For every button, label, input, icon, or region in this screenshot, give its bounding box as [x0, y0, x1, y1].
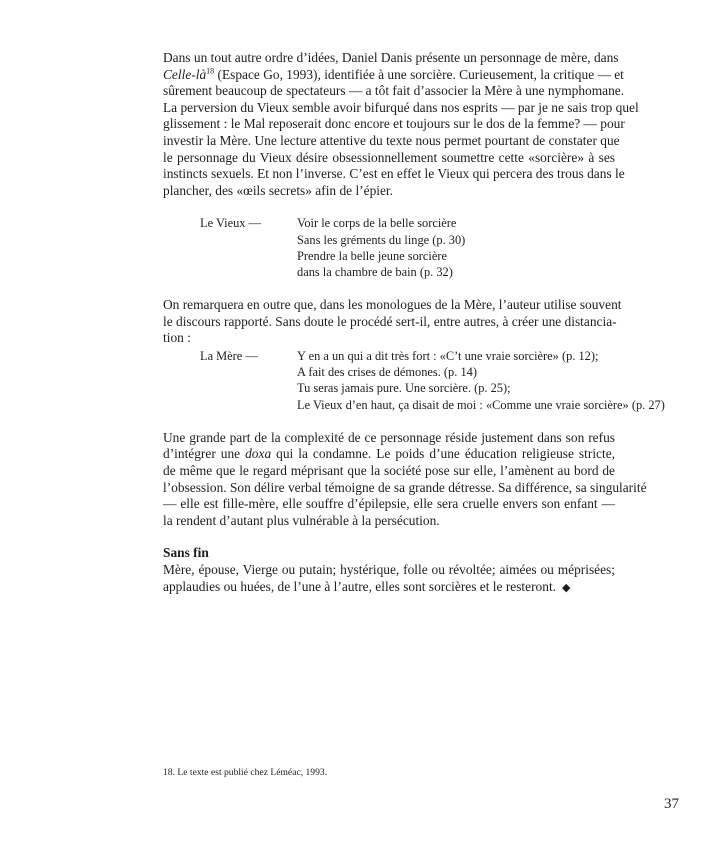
quote-line: dans la chambre de bain (p. 32): [297, 264, 453, 279]
end-diamond-icon: ◆: [562, 581, 571, 594]
text-line: glissement : le Mal reposerait donc encore et toujours sur le dos de la femme? — pour: [163, 116, 625, 132]
quote-line: Y en a un qui a dit très fort : «C’t une vraie sorcière» (p. 12);: [297, 348, 599, 363]
text-run: d’intégrer une: [163, 446, 246, 462]
footnote: 18. Le texte est publié chez Léméac, 1993.: [163, 767, 328, 778]
quote-line: Prendre la belle jeune sorcière: [297, 248, 447, 263]
page-body: [163, 50, 665, 596]
quote-lines: [297, 215, 615, 280]
text-line: sûrement beaucoup de spectateurs — a tôt fait d’associer la Mère à une nymphomane.: [163, 83, 625, 99]
paragraph-monologues: [163, 297, 622, 347]
text-line: [163, 446, 615, 463]
paragraph-complexity: [163, 429, 647, 530]
quote-line: Le Vieux d’en haut, ça disait de moi : «Comme une vraie sorcière» (p. 27): [297, 397, 665, 412]
text-line: La perversion du Vieux semble avoir bifurqué dans nos esprits — par je ne sais trop quel: [163, 99, 639, 115]
text-line: l’obsession. Son délire verbal témoigne de sa grande détresse. Sa différence, sa singularité: [163, 479, 647, 495]
text-line: On remarquera en outre que, dans les monologues de la Mère, l’auteur utilise souvent: [163, 297, 622, 313]
quote-line: A fait des crises de démones. (p. 14): [297, 365, 477, 380]
text-line: le discours rapporté. Sans doute le procédé sert-il, entre autres, à créer une distancia-: [163, 313, 617, 329]
text-line: la rendent d’autant plus vulnérable à la persécution.: [163, 512, 440, 528]
paragraph-conclusion: [163, 562, 615, 596]
page-number: 37: [664, 796, 679, 812]
text-line: plancher, des «œils secrets» afin de l’épier.: [163, 182, 393, 198]
text-line: le personnage du Vieux désire obsessionnellement soumettre cette «sorcière» à ses: [163, 149, 615, 165]
text-line: investir la Mère. Une lecture attentive du texte nous permet pourtant de constater que: [163, 132, 620, 148]
quote-speaker: La Mère —: [200, 348, 258, 363]
section-heading: Sans fin: [163, 545, 209, 561]
text-run: (Espace Go, 1993), identifiée à une sorcière. Curieusement, la critique — et: [214, 66, 624, 82]
quote-line: Voir le corps de la belle sorcière: [297, 216, 457, 231]
paragraph-intro: [163, 50, 639, 199]
text-line: Dans un tout autre ordre d’idées, Daniel Danis présente un personnage de mère, dans: [163, 50, 619, 65]
footnote-ref[interactable]: 18: [206, 66, 215, 76]
text-line: — elle est fille-mère, elle souffre d’épilepsie, elle sera cruelle envers son enfant —: [163, 496, 615, 512]
text-line: tion :: [163, 330, 191, 346]
text-line: instincts sexuels. Et non l’inverse. C’est en effet le Vieux qui percera des trous dans le: [163, 166, 625, 182]
text-line: [163, 579, 615, 597]
text-line: de même que le regard méprisant que la société pose sur elle, l’amènent au bord de: [163, 462, 615, 478]
text-run: qui la condamne. Le poids d’une éducation religieuse stricte,: [271, 446, 615, 462]
quote-line: Sans les gréments du linge (p. 30): [297, 232, 466, 247]
text-run: applaudies ou huées, de l’une à l’autre, elles sont sorcières et le resteront.: [163, 578, 557, 594]
quote-line: Tu seras jamais pure. Une sorcière. (p. 25);: [297, 381, 511, 396]
quote-la-mere: [163, 348, 665, 413]
play-title: Celle-là: [163, 66, 207, 82]
text-line: Mère, épouse, Vierge ou putain; hystérique, folle ou révoltée; aimées ou méprisées;: [163, 561, 615, 577]
doxa-term: doxa: [245, 446, 272, 462]
quote-speaker: Le Vieux —: [200, 216, 261, 231]
quote-le-vieux: [163, 215, 615, 280]
text-line: [163, 66, 624, 84]
quote-lines: [297, 348, 665, 413]
text-line: Une grande part de la complexité de ce personnage réside justement dans son refus: [163, 429, 615, 445]
